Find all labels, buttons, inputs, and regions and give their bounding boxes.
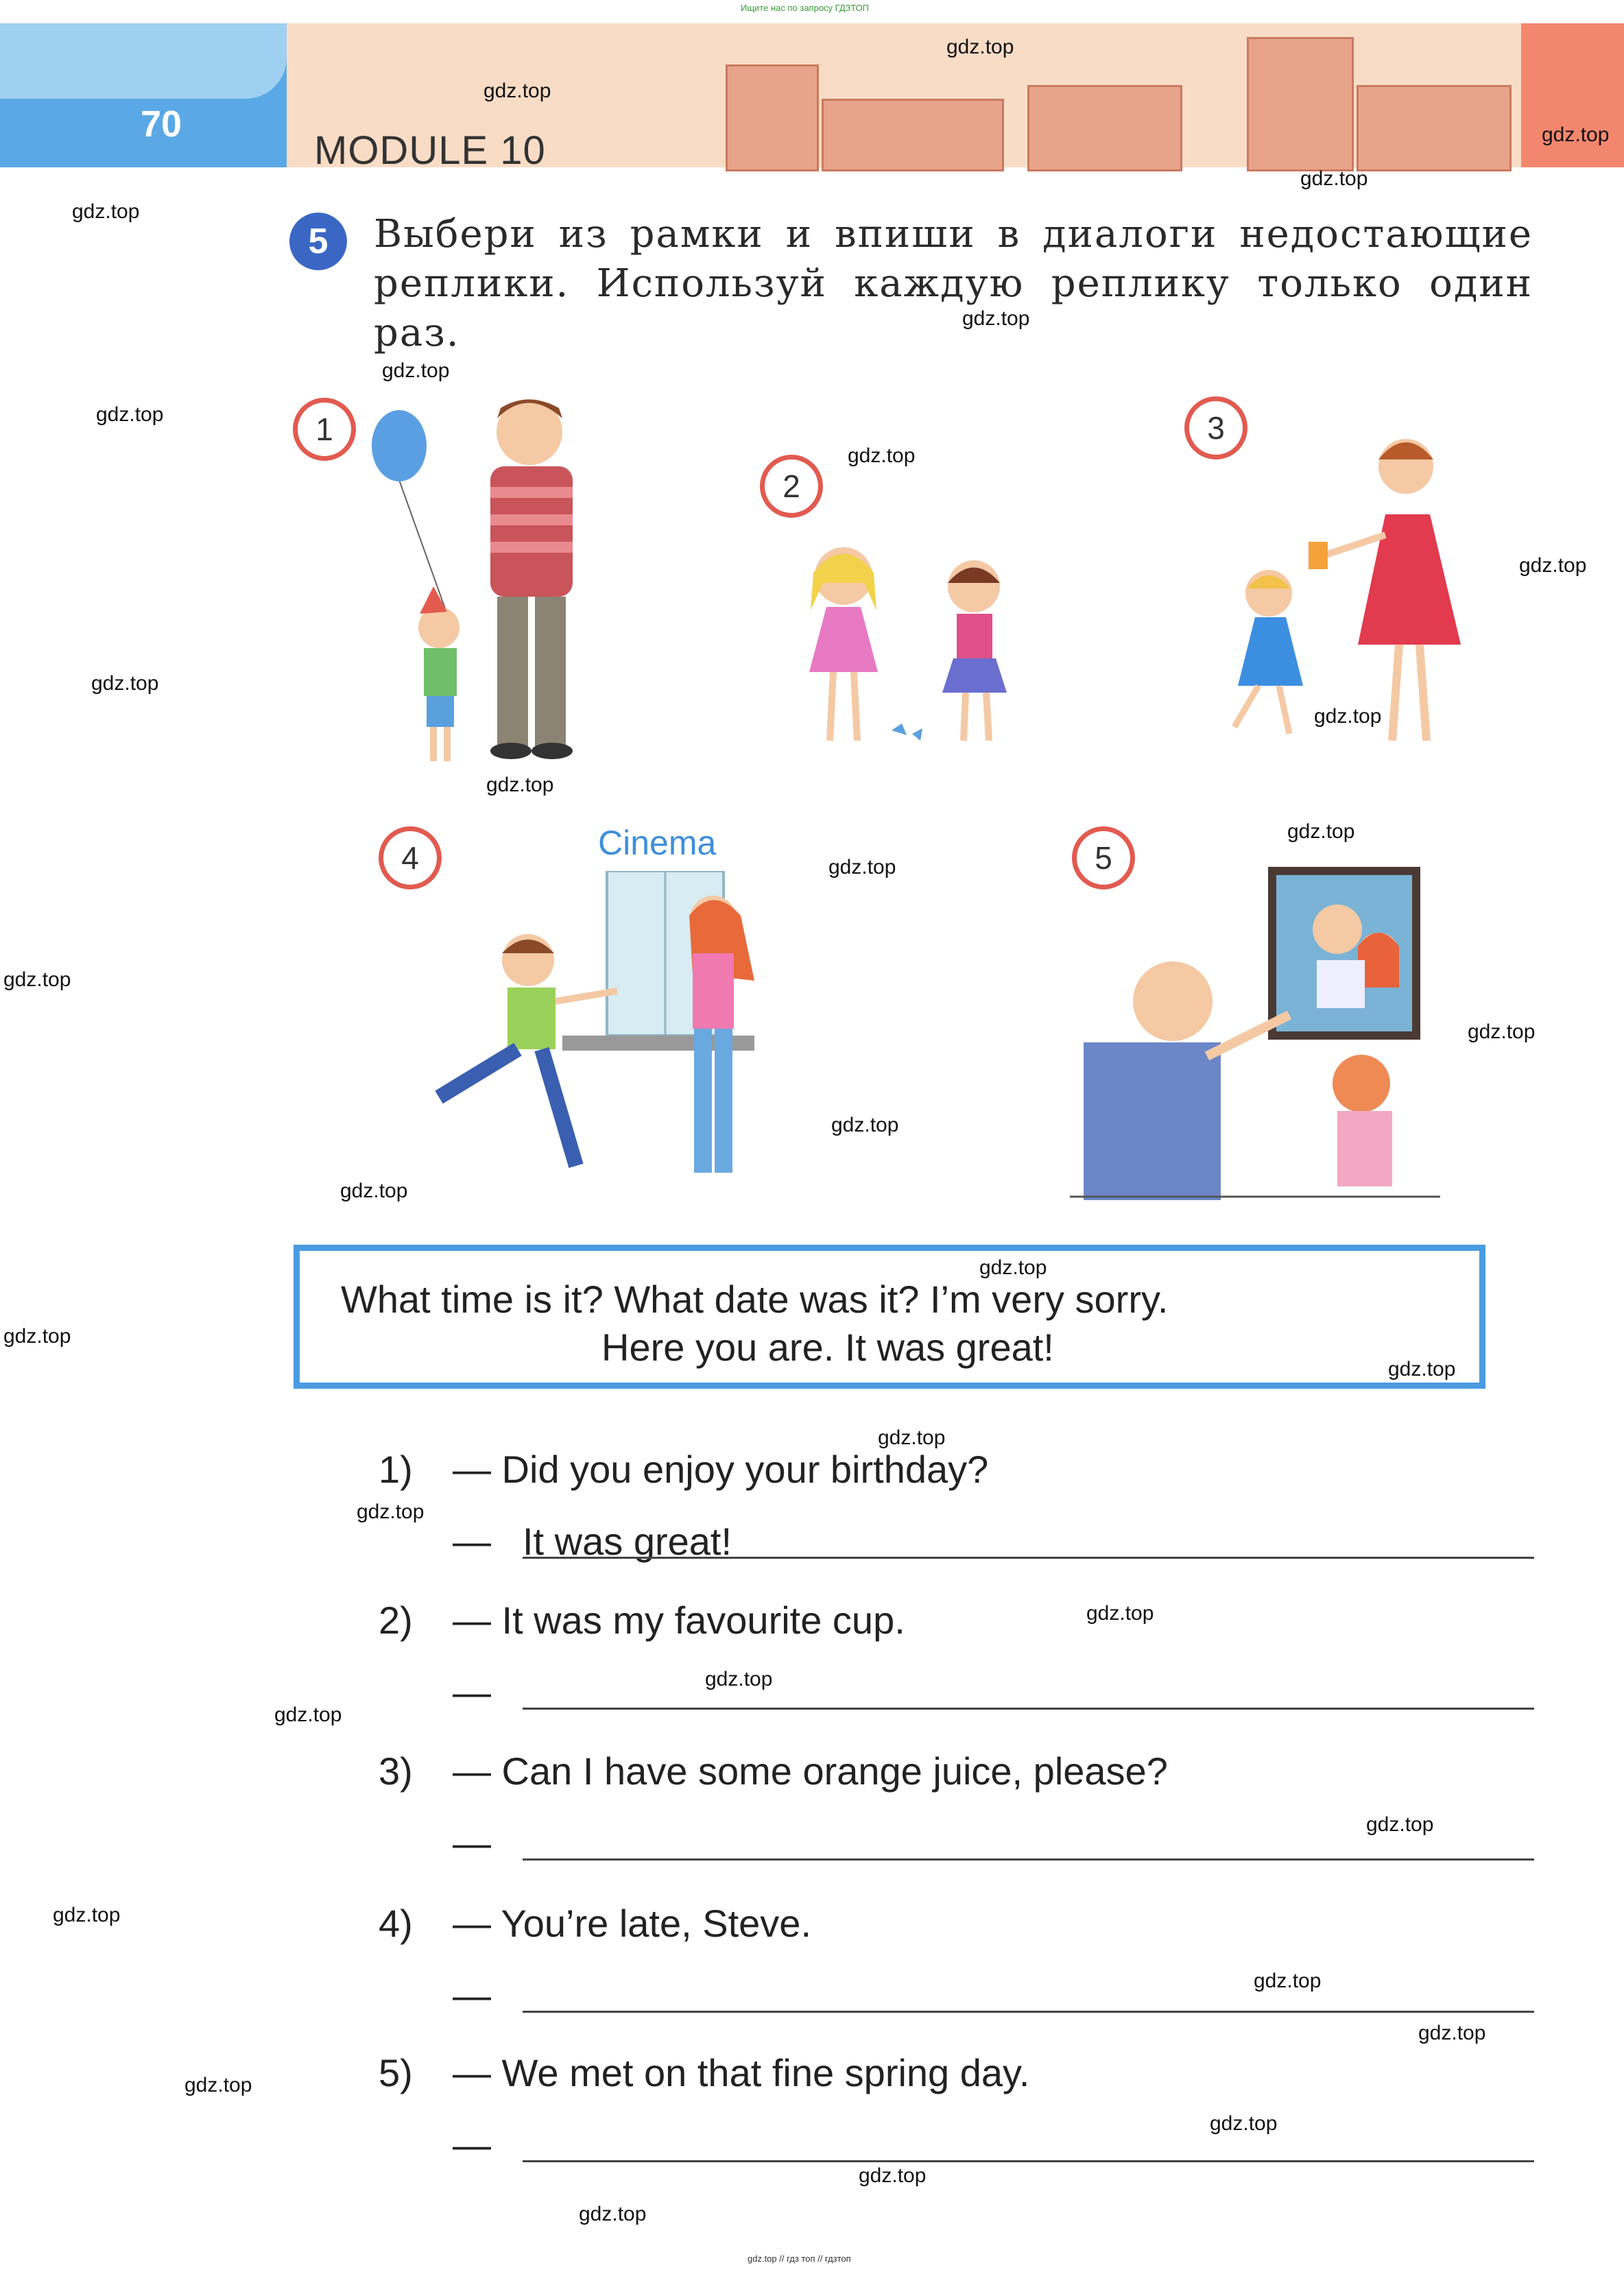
dialogue-dash: — [453,1671,491,1714]
watermark: gdz.top [357,1500,425,1523]
answer-options-box [294,1245,1485,1389]
building-illustration [726,64,819,171]
scene-5-illustration [1070,850,1440,1200]
dialogue-prompt: — You’re late, Steve. [453,1902,812,1945]
watermark: gdz.top [1366,1813,1434,1836]
watermark: gdz.top [705,1668,773,1690]
watermark: gdz.top [828,856,896,878]
watermark: gdz.top [579,2203,647,2225]
picture-label-4: 4 [379,826,442,889]
watermark: gdz.top [274,1703,342,1726]
watermark: gdz.top [483,80,551,102]
dialogue-dash: — [453,2123,491,2166]
watermark: gdz.top [1542,123,1610,146]
bottom-note: gdz.top // гдз топ // гдзтоп [748,2253,851,2264]
watermark: gdz.top [184,2074,252,2096]
picture-label-1: 1 [293,398,356,461]
picture-label-5: 5 [1072,826,1135,889]
watermark: gdz.top [1468,1020,1536,1043]
dialogue-number: 3) [379,1749,413,1793]
dialogue-number: 5) [379,2051,413,2094]
dialogue-number: 1) [379,1448,413,1491]
watermark: gdz.top [859,2164,927,2187]
answer-line [523,2160,1534,2162]
dialogue-prompt: — It was my favourite cup. [453,1599,905,1642]
answer-line [523,1858,1534,1861]
watermark: gdz.top [72,200,140,223]
watermark: gdz.top [1314,705,1382,728]
building-illustration [822,99,1004,171]
cinema-sign: Cinema [598,824,717,862]
task-number-badge: 5 [289,213,347,270]
answer-line [523,2011,1534,2013]
answer-line [523,1708,1534,1710]
balloon-icon [372,410,427,481]
dialogue-number: 2) [379,1599,413,1642]
juice-glass-icon [1309,542,1328,569]
watermark: gdz.top [96,403,164,426]
watermark: gdz.top [962,307,1030,330]
answer-options-line-2: Here you are. It was great! [601,1326,1054,1369]
watermark: gdz.top [1086,1602,1154,1625]
dialogue-answer[interactable]: It was great! [523,1520,732,1563]
watermark: gdz.top [382,359,450,382]
watermark: gdz.top [831,1114,899,1136]
watermark: gdz.top [1300,167,1368,190]
task-instruction: Выбери из рамки и впиши в диалоги недостающие реплики. Используй каждую реплику только один раз. [374,212,1533,355]
watermark: gdz.top [1388,1358,1456,1380]
watermark: gdz.top [1254,1970,1322,1992]
module-title: MODULE 10 [314,128,546,173]
header-wave [0,23,287,99]
broken-cup-icon [892,724,907,735]
watermark: gdz.top [340,1180,408,1202]
top-note: Ищите нас по запросу ГДЗТОП [741,3,870,13]
answer-options-line-1: What time is it? What date was it? I’m very sorry. [341,1278,1169,1321]
dialogue-prompt: — Can I have some orange juice, please? [453,1749,1168,1793]
picture-label-3: 3 [1184,396,1247,459]
watermark: gdz.top [878,1426,946,1449]
watermark: gdz.top [1210,2112,1278,2135]
watermark: gdz.top [848,444,916,467]
watermark: gdz.top [979,1256,1047,1279]
dialogue-dash: — [453,1974,491,2017]
picture-label-2: 2 [760,455,823,518]
answer-line [523,1557,1534,1559]
watermark: gdz.top [53,1904,121,1926]
building-illustration [1357,85,1512,171]
watermark: gdz.top [1418,2022,1486,2044]
page-number: 70 [141,104,182,145]
scene-2-illustration [789,535,1049,761]
scene-4-illustration [370,871,809,1193]
watermark: gdz.top [486,774,554,796]
dialogue-prompt: — We met on that fine spring day. [453,2051,1030,2094]
tower-illustration [1247,37,1354,171]
watermark: gdz.top [3,968,71,991]
dialogue-prompt: — Did you enjoy your birthday? [453,1448,989,1491]
building-illustration [1027,85,1182,171]
watermark: gdz.top [91,672,159,695]
dialogue-dash: — [453,1520,491,1563]
broken-cup-icon [912,728,922,741]
dialogue-dash: — [453,1821,491,1865]
watermark: gdz.top [3,1325,71,1348]
scene-1-illustration [370,391,658,775]
watermark: gdz.top [1287,820,1355,843]
dialogue-number: 4) [379,1902,413,1945]
watermark: gdz.top [946,36,1014,58]
watermark: gdz.top [1519,554,1587,577]
